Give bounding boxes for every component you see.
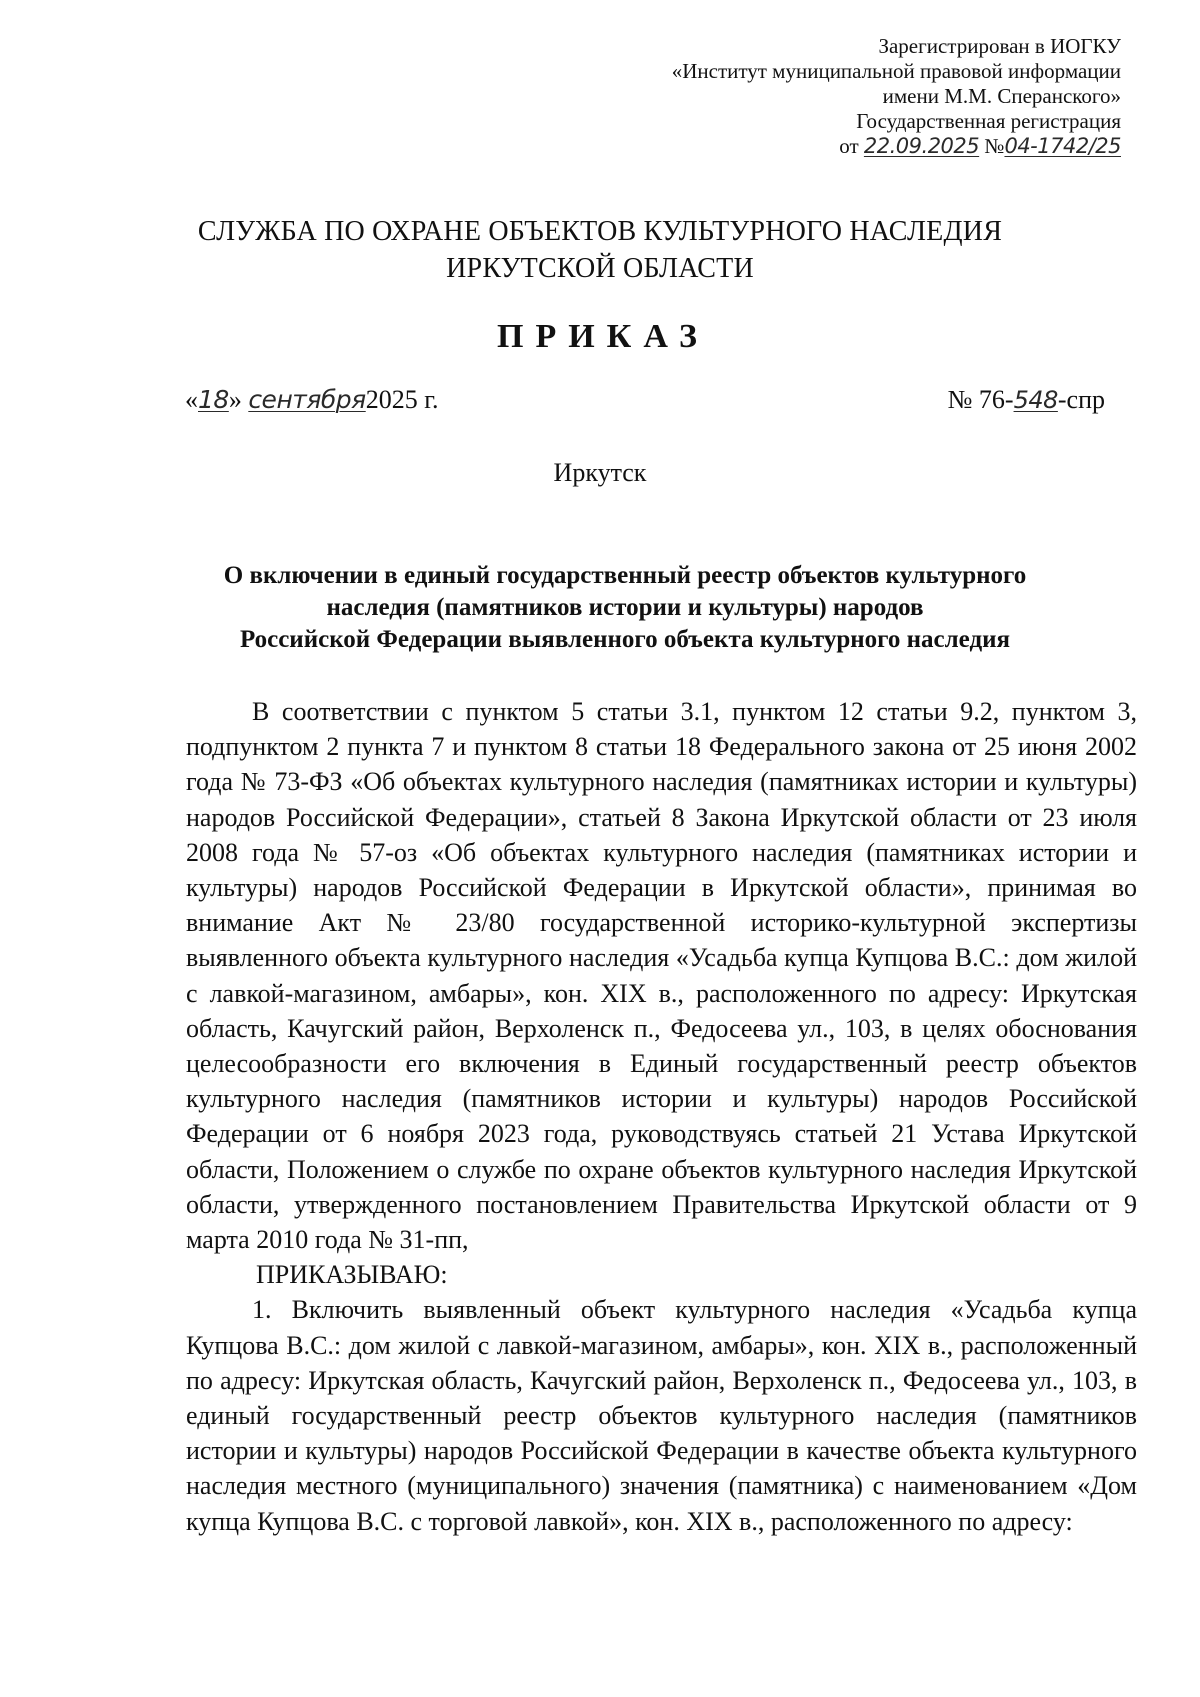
city-name: Иркутск xyxy=(553,458,647,487)
order-number xyxy=(948,385,1105,415)
registration-line-2: «Институт муниципальной правовой информации xyxy=(671,59,1121,83)
order-date-year: 2025 г. xyxy=(365,385,439,414)
order-subject xyxy=(150,560,1100,656)
order-number-value: 548 xyxy=(1013,386,1058,414)
agency-name xyxy=(0,213,1200,287)
registration-date-value: 22.09.2025 xyxy=(863,134,980,158)
registration-stamp xyxy=(672,34,1121,159)
order-date-month: сентября xyxy=(248,385,366,414)
registration-date-prefix: от xyxy=(839,134,859,158)
order-subject-line-3: Российской Федерации выявленного объекта культурного наследия xyxy=(239,626,1011,653)
order-item-1: 1. Включить выявленный объект культурного наследия «Усадьба купца Купцова В.С.: дом жилой с лавкой-магазином, амбары», кон. XIX в., расположенный по адресу: Иркутская область, Качугский район, Верхоленск п., Федосеева ул., 103, в единый государственный реестр объектов культурного наследия (памятников истории и культуры) народов Российской Федерации в качестве объекта культурного наследия местного (муниципального) значения (памятника) с наименованием «Дом купца Купцова В.С. с торговой лавкой», кон. XIX в., расположенного по адресу: xyxy=(186,1295,1137,1536)
document-type-title: ПРИКАЗ xyxy=(497,318,709,355)
order-date xyxy=(185,385,438,415)
order-subject-line-2: наследия (памятников истории и культуры) народов xyxy=(326,594,924,621)
order-number-suffix: -спр xyxy=(1057,385,1105,414)
registration-line-3: имени М.М. Сперанского» xyxy=(882,84,1121,108)
registration-line-4: Государственная регистрация xyxy=(856,109,1121,133)
registration-number-value: 04-1742/25 xyxy=(1004,134,1121,158)
order-number-prefix: № 76- xyxy=(947,385,1014,414)
registration-line-1: Зарегистрирован в ИОГКУ xyxy=(878,34,1121,58)
registration-date-number xyxy=(672,134,1121,159)
agency-name-line-1: СЛУЖБА ПО ОХРАНЕ ОБЪЕКТОВ КУЛЬТУРНОГО НАСЛЕДИЯ xyxy=(197,216,1003,247)
order-body xyxy=(186,694,1137,1539)
order-directive-word: ПРИКАЗЫВАЮ: xyxy=(256,1260,448,1290)
agency-name-line-2: ИРКУТСКОЙ ОБЛАСТИ xyxy=(446,253,754,284)
order-preamble: В соответствии с пунктом 5 статьи 3.1, пунктом 12 статьи 9.2, пунктом 3, подпунктом 2 пункта 7 и пунктом 8 статьи 18 Федерального закона от 25 июня 2002 года № 73-ФЗ «Об объектах культурного наследия (памятниках истории и культуры) народов Российской Федерации», статьей 8 Закона Иркутской области от 23 июля 2008 года № 57-оз «Об объектах культурного наследия (памятниках истории и культуры) народов Российской Федерации в Иркутской области», принимая во внимание Акт № 23/80 государственной историко-культурной экспертизы выявленного объекта культурного наследия «Усадьба купца Купцова В.С.: дом жилой с лавкой-магазином, амбары», кон. XIX в., расположенного по адресу: Иркутская область, Качугский район, Верхоленск п., Федосеева ул., 103, в целях обоснования целесообразности его включения в Единый государственный реестр объектов культурного наследия (памятников истории и культуры) народов Российской Федерации от 6 ноября 2023 года, руководствуясь статьей 21 Устава Иркутской области, Положением о службе по охране объектов культурного наследия Иркутской области, утвержденного постановлением Правительства Иркутской области от 9 марта 2010 года № 31-пп, xyxy=(186,697,1137,1255)
order-date-day: 18 xyxy=(198,385,229,414)
order-subject-line-1: О включении в единый государственный реестр объектов культурного xyxy=(223,562,1027,589)
order-date-open-quote: « xyxy=(185,385,198,414)
order-date-close-quote: » xyxy=(228,385,242,414)
registration-number-prefix: № xyxy=(984,134,1005,158)
